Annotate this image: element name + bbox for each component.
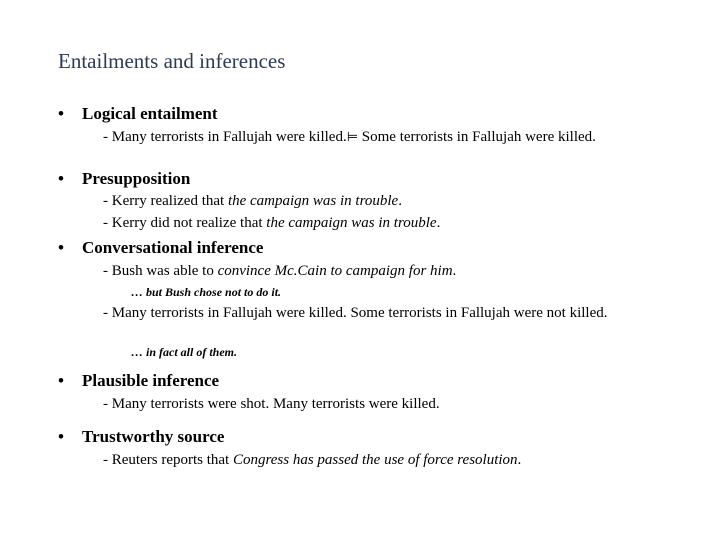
bullet-trustworthy-source <box>58 427 224 447</box>
note-in-fact-all: … in fact all of them. <box>131 345 237 359</box>
sub-item-trustworthy-1 <box>103 452 521 469</box>
bullet-marker: • <box>58 104 64 123</box>
item-end: . <box>398 193 402 209</box>
item-text: Kerry did not realize that <box>111 215 267 231</box>
dash-marker: - <box>103 129 108 145</box>
premise-text: Many terrorists in Fallujah were killed. <box>111 129 347 145</box>
bullet-presupposition <box>58 169 190 189</box>
bullet-marker: • <box>58 169 64 188</box>
bullet-plausible-inference <box>58 371 219 391</box>
item-text: Bush was able to <box>111 263 218 279</box>
conclusion-text: Some terrorists in Fallujah were killed. <box>358 129 596 145</box>
bullet-heading: Plausible inference <box>82 371 220 390</box>
bullet-marker: • <box>58 371 64 390</box>
sub-item-presupposition-2 <box>103 215 440 232</box>
bullet-heading: Conversational inference <box>82 238 264 257</box>
item-text: Kerry realized that <box>111 193 228 209</box>
bullet-conversational-inference <box>58 238 263 258</box>
bullet-heading: Trustworthy source <box>82 427 225 446</box>
item-italic-text: convince Mc.Cain to campaign for him <box>217 263 453 279</box>
item-text: Reuters reports that <box>111 452 233 468</box>
item-italic-text: the campaign was in trouble <box>227 193 399 209</box>
dash-marker: - <box>103 215 108 231</box>
sub-item-presupposition-1 <box>103 193 402 210</box>
item-end: . <box>517 452 522 468</box>
item-end: . <box>452 263 457 279</box>
item-text: Many terrorists in Fallujah were killed. Some terrorists in Fallujah were not killed. <box>111 305 608 321</box>
note-bush-chose-not: … but Bush chose not to do it. <box>131 285 282 299</box>
bullet-marker: • <box>58 427 64 446</box>
item-italic-text: the campaign was in trouble <box>266 215 437 231</box>
slide-title: Entailments and inferences <box>58 49 286 73</box>
dash-marker: - <box>103 305 108 321</box>
sub-item-entailment-example <box>103 129 654 146</box>
dash-marker: - <box>103 263 108 279</box>
item-text: Many terrorists were shot. Many terrorists were killed. <box>111 396 440 412</box>
sub-item-conversational-1 <box>103 263 456 280</box>
bullet-logical-entailment <box>58 104 218 124</box>
sub-item-conversational-2 <box>103 305 674 322</box>
item-end: . <box>436 215 441 231</box>
bullet-marker: • <box>58 238 64 257</box>
dash-marker: - <box>103 396 108 412</box>
bullet-heading: Logical entailment <box>82 104 218 123</box>
dash-marker: - <box>103 452 108 468</box>
item-italic-text: Congress has passed the use of force resolution <box>232 452 518 468</box>
bullet-heading: Presupposition <box>82 169 191 188</box>
sub-item-plausible-1 <box>103 396 440 413</box>
dash-marker: - <box>103 193 108 209</box>
entails-icon: ⊨ <box>346 130 359 145</box>
